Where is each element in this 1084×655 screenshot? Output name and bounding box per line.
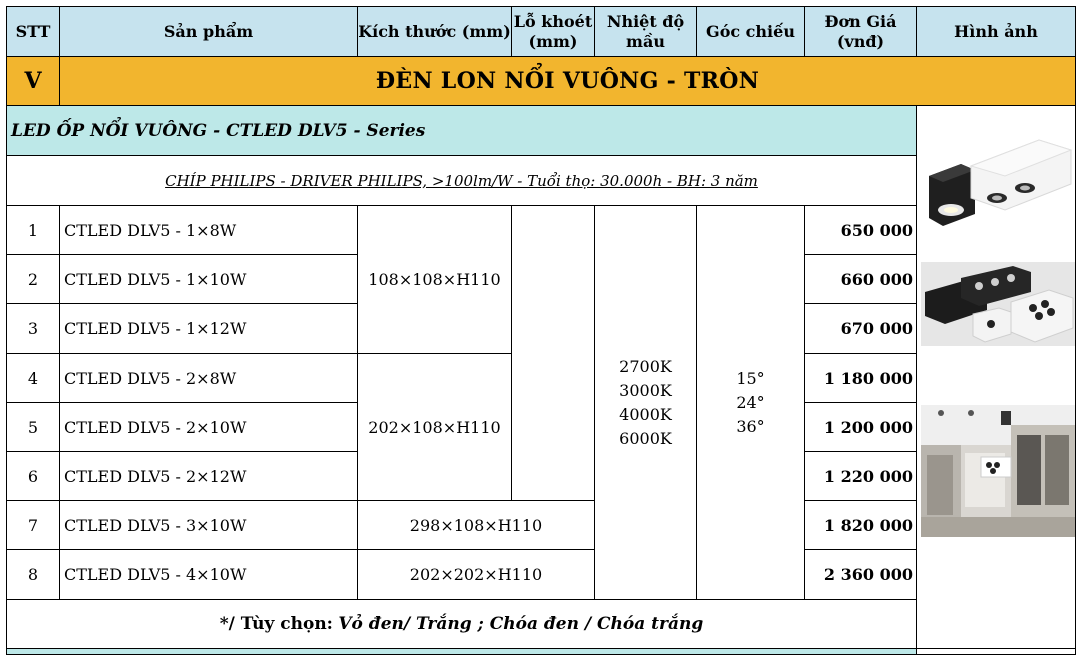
series-title: LED ỐP NỔI VUÔNG - CTLED DLV5 - Series [7,106,917,156]
header-image: Hình ảnh [917,7,1076,57]
beam-angle-cell [697,206,805,600]
row-price: 1 200 000 [805,403,917,452]
product-photo-1 [921,114,1075,242]
size-cell: 202×108×H110 [358,354,512,501]
header-stt: STT [7,7,60,57]
beam-angle-value: 24° [736,392,765,412]
section-row [7,57,1076,106]
product-photo-3 [921,405,1075,537]
row-product: CTLED DLV5 - 1×10W [60,255,358,304]
size-cell: 298×108×H110 [358,501,595,550]
row-stt: 7 [7,501,60,550]
row-price: 1 820 000 [805,501,917,550]
row-product: CTLED DLV5 - 2×12W [60,452,358,501]
row-product: CTLED DLV5 - 1×12W [60,304,358,354]
header-product: Sản phẩm [60,7,358,57]
beam-angle-value: 36° [736,416,765,436]
row-stt: 8 [7,550,60,600]
row-price: 670 000 [805,304,917,354]
options-label: */ Tùy chọn: [219,614,333,634]
color-temp-value: 2700K [619,356,672,376]
note-row [7,156,1076,206]
section-number: V [7,57,60,106]
header-beam: Góc chiếu [697,7,805,57]
series-row [7,106,1076,156]
table-row [7,550,1076,600]
row-stt: 3 [7,304,60,354]
table-row [7,501,1076,550]
header-size: Kích thước (mm) [358,7,512,57]
product-photo-2 [921,262,1075,346]
section-title: ĐÈN LON NỔI VUÔNG - TRÒN [60,57,1076,106]
header-color-temp: Nhiệt độ mầu [595,7,697,57]
row-product: CTLED DLV5 - 3×10W [60,501,358,550]
row-stt: 1 [7,206,60,255]
header-price: Đơn Giá (vnđ) [805,7,917,57]
row-product: CTLED DLV5 - 2×10W [60,403,358,452]
row-stt: 6 [7,452,60,501]
options-row [7,600,1076,649]
size-cell: 202×202×H110 [358,550,595,600]
row-stt: 2 [7,255,60,304]
color-temp-cell [595,206,697,600]
cutout-cell [512,206,595,501]
row-price: 660 000 [805,255,917,304]
color-temp-value: 4000K [619,404,672,424]
options-values: Vỏ đen/ Trắng ; Chóa đen / Chóa trắng [338,614,704,634]
price-table [6,6,1076,655]
color-temp-value: 6000K [619,428,672,448]
row-price: 650 000 [805,206,917,255]
row-price: 1 180 000 [805,354,917,403]
row-product: CTLED DLV5 - 2×8W [60,354,358,403]
row-product: CTLED DLV5 - 1×8W [60,206,358,255]
row-stt: 5 [7,403,60,452]
color-temp-value: 3000K [619,380,672,400]
options-cell [7,600,917,649]
series-note: CHÍP PHILIPS - DRIVER PHILIPS, >100lm/W - Tuổi thọ: 30.000h - BH: 3 năm [7,156,917,206]
product-images-cell [917,106,1076,649]
row-product: CTLED DLV5 - 4×10W [60,550,358,600]
table-row [7,206,1076,255]
row-price: 2 360 000 [805,550,917,600]
row-stt: 4 [7,354,60,403]
beam-angle-value: 15° [736,368,765,388]
header-row [7,7,1076,57]
size-cell: 108×108×H110 [358,206,512,354]
header-cutout: Lỗ khoét (mm) [512,7,595,57]
row-price: 1 220 000 [805,452,917,501]
